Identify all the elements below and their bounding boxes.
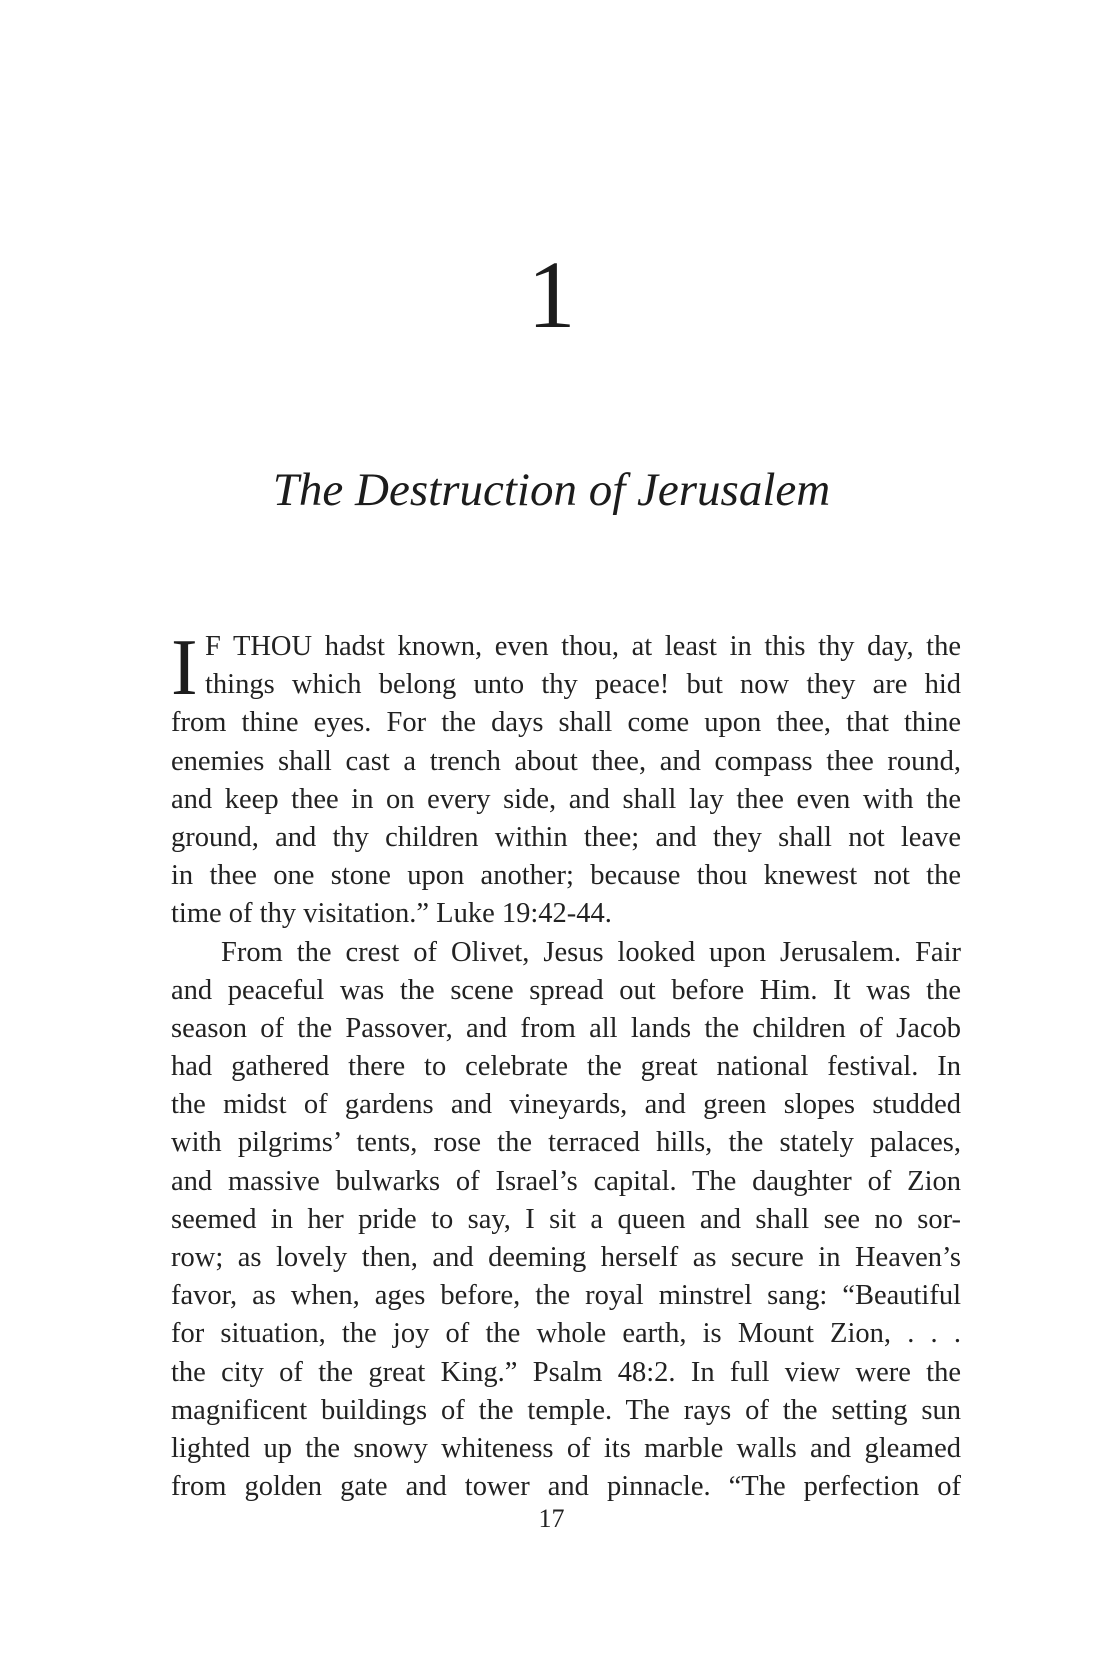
- drop-cap: I: [171, 624, 198, 712]
- text-line: had gathered there to celebrate the great national festival. In: [171, 1051, 961, 1083]
- chapter-number: 1: [527, 241, 576, 348]
- text-line: from thine eyes. For the days shall come upon thee, that thine: [171, 707, 961, 739]
- text-line: enemies shall cast a trench about thee, and compass thee round,: [171, 745, 961, 777]
- body-text: [171, 624, 961, 1506]
- text-line: time of thy visitation.” Luke 19:42-44.: [171, 898, 612, 930]
- text-line: in thee one stone upon another; because thou knewest not the: [171, 860, 961, 892]
- text-line: the city of the great King.” Psalm 48:2. In full view were the: [171, 1356, 961, 1388]
- text-line: row; as lovely then, and deeming herself as secure in Heaven’s: [171, 1242, 961, 1273]
- text-line: things which belong unto thy peace! but now they are hid: [205, 669, 961, 701]
- text-line: season of the Passover, and from all lands the children of Jacob: [171, 1012, 961, 1044]
- chapter-title: The Destruction of Jerusalem: [272, 464, 831, 516]
- text-line: lighted up the snowy whiteness of its marble walls and gleamed: [171, 1432, 961, 1464]
- text-line: and keep thee in on every side, and shall lay thee even with the: [171, 783, 961, 815]
- text-line: favor, as when, ages before, the royal minstrel sang: “Beautiful: [171, 1280, 961, 1312]
- text-line: the midst of gardens and vineyards, and green slopes studded: [171, 1089, 961, 1121]
- text-line: seemed in her pride to say, I sit a queen and shall see no sor-: [171, 1203, 961, 1235]
- page-number: 17: [538, 1504, 565, 1533]
- text-line: from golden gate and tower and pinnacle. “The perfection of: [171, 1471, 961, 1503]
- text-line: From the crest of Olivet, Jesus looked upon Jerusalem. Fair: [221, 936, 961, 968]
- text-line: magnificent buildings of the temple. The rays of the setting sun: [171, 1394, 961, 1426]
- text-line: F THOU hadst known, even thou, at least in this thy day, the: [205, 631, 961, 662]
- text-line: with pilgrims’ tents, rose the terraced hills, the stately palaces,: [171, 1127, 961, 1159]
- text-line: for situation, the joy of the whole earth, is Mount Zion, . . .: [171, 1318, 961, 1350]
- text-line: ground, and thy children within thee; and they shall not leave: [171, 821, 961, 853]
- text-line: and peaceful was the scene spread out before Him. It was the: [171, 974, 961, 1006]
- text-line: and massive bulwarks of Israel’s capital. The daughter of Zion: [171, 1165, 961, 1197]
